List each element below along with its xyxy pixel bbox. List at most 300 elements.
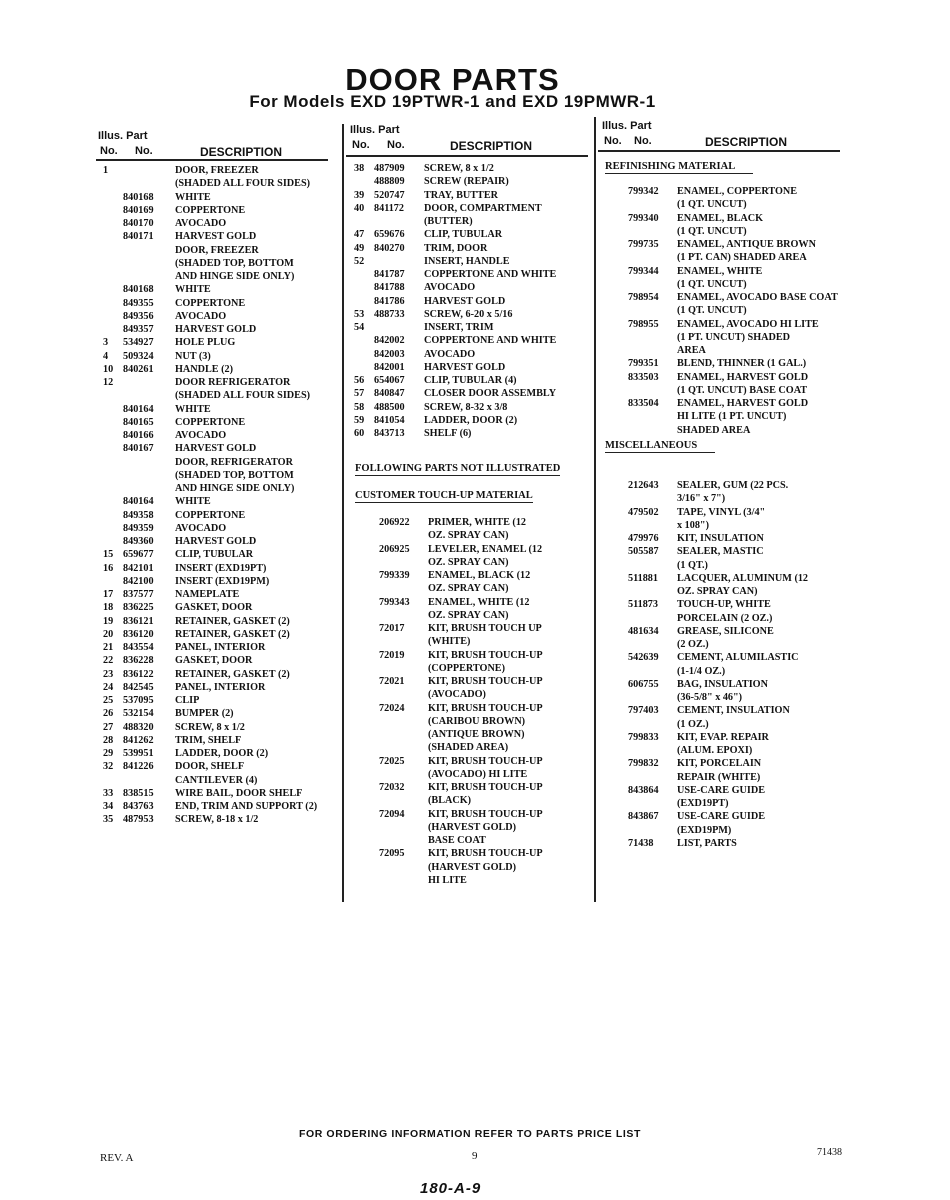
table-row: [0, 212, 860, 225]
description: SEALER, MASTIC: [677, 546, 764, 558]
part-no: 511873: [628, 599, 658, 611]
description: (BLACK): [428, 795, 472, 807]
part-no: 542639: [628, 652, 659, 664]
header-rule: [96, 159, 328, 161]
description: DOOR, SHELF: [175, 761, 245, 773]
table-row: [0, 874, 595, 887]
illus-no: 56: [354, 375, 365, 386]
description: INSERT (EXD19PM): [175, 575, 270, 587]
illus-no: 17: [103, 589, 114, 600]
table-row: [0, 545, 860, 558]
illus-no: 59: [354, 414, 365, 426]
illus-no: 49: [354, 242, 365, 254]
table-row: [0, 225, 860, 238]
illus-no: 26: [103, 708, 114, 720]
description: GASKET, DOOR: [175, 602, 253, 614]
table-row: [0, 265, 860, 278]
description: (36-5/8" x 46"): [677, 692, 743, 703]
description: BAG, INSULATION: [677, 678, 768, 690]
description: WHITE: [175, 191, 211, 203]
table-row: [0, 797, 860, 810]
table-row: [0, 506, 860, 519]
part-no: 849357: [123, 324, 154, 335]
description: LADDER, DOOR (2): [424, 414, 518, 426]
description: KIT, BRUSH TOUCH-UP: [428, 649, 543, 661]
description: (SHADED AREA): [428, 742, 509, 754]
description: KIT, BRUSH TOUCH-UP: [428, 782, 543, 793]
description: WHITE: [175, 284, 211, 296]
part-no: 72095: [379, 848, 405, 860]
part-no: 849360: [123, 536, 154, 547]
description: RETAINER, GASKET (2): [175, 668, 290, 680]
part-no: 836122: [123, 668, 154, 680]
part-no: 654067: [374, 375, 405, 386]
page-title: DOOR PARTS: [345, 62, 560, 97]
description: (WHITE): [428, 636, 471, 648]
part-no: 843713: [374, 428, 405, 439]
description: GASKET, DOOR: [175, 655, 253, 667]
table-row: [0, 251, 860, 264]
description: HI LITE (1 PT. UNCUT): [677, 411, 787, 423]
part-no: 799344: [628, 265, 659, 277]
part-no: 798954: [628, 292, 659, 303]
description: (HARVEST GOLD): [428, 821, 517, 833]
table-row: [0, 718, 860, 731]
description: (ALUM. EPOXI): [677, 745, 753, 756]
illus-no: 34: [103, 801, 114, 812]
table-row: [0, 704, 860, 717]
illus-no: 28: [103, 734, 114, 746]
description: (1 PT. UNCUT) SHADED: [677, 331, 791, 343]
description: COPPERTONE: [175, 509, 246, 521]
description: OZ. SPRAY CAN): [677, 586, 758, 597]
description: (EXD19PM): [677, 824, 732, 836]
description: SCREW, 8-32 x 3/8: [424, 401, 508, 413]
table-row: [0, 371, 860, 384]
part-no: 843554: [123, 642, 154, 653]
description: WHITE: [175, 496, 211, 508]
illus-no: 21: [103, 642, 114, 653]
part-no: 479502: [628, 506, 659, 518]
table-row: [0, 456, 340, 469]
part-no: 797403: [628, 705, 659, 717]
description: AVOCADO: [175, 218, 227, 229]
description: (1 QT. UNCUT): [677, 225, 747, 237]
description: SHADED AREA: [677, 424, 751, 436]
table-row: [0, 731, 860, 744]
description: GREASE, SILICONE: [677, 625, 774, 637]
part-no: 799342: [628, 186, 659, 197]
illus-no: 38: [354, 163, 365, 174]
part-no: 206922: [379, 517, 410, 528]
illus-no: 33: [103, 787, 114, 799]
illus-no: 40: [354, 202, 365, 214]
table-row: [0, 678, 860, 691]
description: KIT, BRUSH TOUCH-UP: [428, 702, 543, 714]
part-no: 72025: [379, 755, 405, 767]
description: PORCELAIN (2 OZ.): [677, 612, 773, 624]
description: (1 OZ.): [677, 718, 709, 730]
description: RETAINER, GASKET (2): [175, 628, 290, 640]
description: x 108"): [677, 519, 709, 531]
description: AVOCADO: [175, 430, 227, 441]
description: (SHADED TOP, BOTTOM: [175, 257, 294, 269]
part-no: 487953: [123, 814, 154, 826]
description: (1 QT. UNCUT): [677, 278, 747, 290]
description: (AVOCADO): [428, 689, 486, 701]
description: HARVEST GOLD: [424, 295, 506, 307]
part-no: 841054: [374, 414, 405, 426]
table-row: [0, 198, 860, 211]
part-no: 487909: [374, 163, 405, 174]
description: ENAMEL, AVOCADO HI LITE: [677, 318, 819, 330]
part-no: 840847: [374, 388, 405, 400]
description: WIRE BAIL, DOOR SHELF: [175, 787, 303, 799]
description: SEALER, GUM (22 PCS.: [677, 480, 789, 491]
table-row: [0, 318, 860, 331]
table-row: [0, 424, 860, 437]
part-no: 842100: [123, 575, 154, 587]
illus-no: 15: [103, 549, 114, 561]
part-no: 840270: [374, 242, 405, 254]
description: TRIM, SHELF: [175, 734, 242, 746]
description: KIT, BRUSH TOUCH-UP: [428, 848, 543, 860]
table-row: [0, 598, 860, 611]
part-no: 798955: [628, 318, 659, 330]
part-no: 799339: [379, 570, 410, 581]
description: OZ. SPRAY CAN): [428, 609, 509, 621]
part-no: 481634: [628, 625, 659, 637]
description: HOLE PLUG: [175, 337, 236, 349]
refinishing-material-list: [0, 185, 860, 437]
description: (1 PT. CAN) SHADED AREA: [677, 252, 807, 264]
illus-no: 32: [103, 761, 114, 773]
illus-no: 20: [103, 628, 114, 640]
description: TAPE, VINYL (3/4": [677, 506, 766, 518]
miscellaneous-list: [0, 479, 860, 850]
part-no: 606755: [628, 678, 659, 690]
part-no: 841788: [374, 282, 405, 294]
description: (CARIBOU BROWN): [428, 715, 526, 727]
illus-no: 47: [354, 229, 365, 241]
description: 3/16" x 7"): [677, 493, 726, 505]
description: AVOCADO: [175, 522, 227, 534]
part-no: 840171: [123, 231, 154, 243]
description: KIT, INSULATION: [677, 533, 764, 544]
part-no: 488500: [374, 401, 405, 413]
part-no: 849359: [123, 522, 154, 534]
table-row: [0, 665, 860, 678]
description: BUMPER (2): [175, 708, 234, 720]
description: HARVEST GOLD: [424, 361, 506, 373]
description: (1 QT. UNCUT): [677, 305, 747, 317]
description: (ANTIQUE BROWN): [428, 729, 525, 740]
part-no: 799735: [628, 239, 659, 250]
description: CEMENT, INSULATION: [677, 705, 790, 717]
part-no: 799832: [628, 758, 659, 770]
part-no: 659677: [123, 549, 154, 561]
description: (AVOCADO) HI LITE: [428, 768, 528, 780]
description: (SHADED TOP, BOTTOM: [175, 469, 294, 481]
description: (1 QT.): [677, 559, 708, 571]
description: WHITE: [175, 403, 211, 415]
part-no: 837577: [123, 589, 154, 600]
part-no: 833504: [628, 398, 659, 409]
description: CLIP, TUBULAR: [175, 549, 254, 561]
description: KIT, EVAP. REPAIR: [677, 731, 769, 743]
part-no: 479976: [628, 533, 659, 544]
part-no: 840168: [123, 191, 154, 203]
illus-no: 29: [103, 748, 114, 759]
part-no: 849356: [123, 310, 154, 322]
description: (1-1/4 OZ.): [677, 665, 726, 677]
description: (2 OZ.): [677, 639, 709, 650]
section-heading-refinishing: REFINISHING MATERIAL: [605, 161, 753, 174]
table-row: [0, 771, 860, 784]
illus-no: 1: [103, 165, 109, 176]
description: SCREW, 8 x 1/2: [175, 721, 245, 733]
illus-no: 19: [103, 615, 114, 627]
part-no: 842002: [374, 335, 405, 347]
description: ENAMEL, HARVEST GOLD: [677, 398, 809, 409]
description: NUT (3): [175, 350, 211, 362]
table-row: [0, 651, 860, 664]
table-row: [0, 492, 860, 505]
description: OZ. SPRAY CAN): [428, 556, 509, 568]
description: NAMEPLATE: [175, 589, 240, 600]
table-row: [0, 559, 860, 572]
table-row: [0, 397, 860, 410]
part-no: 659676: [374, 229, 405, 241]
part-no: 799351: [628, 358, 659, 370]
part-no: 532154: [123, 708, 154, 720]
part-no: 840167: [123, 443, 154, 455]
table-row: [0, 410, 860, 423]
description: ENAMEL, BLACK: [677, 212, 764, 224]
part-no: 799833: [628, 731, 659, 743]
description: CLIP, TUBULAR: [424, 229, 503, 241]
table-row: [0, 585, 860, 598]
part-no: 843867: [628, 811, 659, 823]
description: HARVEST GOLD: [175, 324, 257, 335]
illus-no: 24: [103, 681, 114, 693]
description: AREA: [677, 345, 706, 356]
description: CANTILEVER (4): [175, 774, 258, 786]
illus-no: 16: [103, 562, 114, 574]
description: CLOSER DOOR ASSEMBLY: [424, 388, 557, 400]
description: ENAMEL, COPPERTONE: [677, 186, 798, 197]
illus-no: 54: [354, 322, 365, 333]
description: (BUTTER): [424, 216, 473, 227]
description: COPPERTONE: [175, 297, 246, 309]
part-no: 72032: [379, 782, 405, 793]
description: AVOCADO: [175, 310, 227, 322]
description: COPPERTONE: [175, 416, 246, 428]
description: DOOR, FREEZER: [175, 244, 259, 256]
description: (1 QT. UNCUT) BASE COAT: [677, 384, 808, 396]
description: BASE COAT: [428, 835, 486, 846]
description: CLIP, TUBULAR (4): [424, 375, 517, 386]
part-no: 799343: [379, 596, 410, 608]
part-no: 840261: [123, 363, 154, 375]
description: USE-CARE GUIDE: [677, 784, 766, 796]
header-rule: [598, 150, 840, 152]
description: INSERT, HANDLE: [424, 255, 510, 267]
table-row: [0, 572, 860, 585]
table-row: [0, 304, 860, 317]
description: AND HINGE SIDE ONLY): [175, 483, 295, 494]
illus-no: 58: [354, 401, 365, 413]
part-no: 843864: [628, 784, 659, 796]
part-no: 849355: [123, 297, 154, 309]
description: AND HINGE SIDE ONLY): [175, 271, 295, 282]
description: LEVELER, ENAMEL (12: [428, 543, 543, 555]
description: PANEL, INTERIOR: [175, 642, 266, 653]
description: INSERT, TRIM: [424, 322, 494, 333]
description: KIT, PORCELAIN: [677, 758, 762, 770]
description: AVOCADO: [424, 348, 476, 360]
description: COPPERTONE: [175, 204, 246, 216]
part-no: 505587: [628, 546, 659, 558]
part-no: 841786: [374, 295, 405, 307]
part-no: 843763: [123, 801, 154, 812]
description: ENAMEL, WHITE: [677, 265, 763, 277]
description: ENAMEL, HARVEST GOLD: [677, 371, 809, 383]
part-no: 212643: [628, 480, 659, 491]
part-no: 520747: [374, 189, 405, 201]
part-no: 842101: [123, 562, 154, 574]
table-row: [0, 757, 860, 770]
description: OZ. SPRAY CAN): [428, 583, 509, 595]
description: LACQUER, ALUMINUM (12: [677, 572, 809, 584]
part-no: 849358: [123, 509, 154, 521]
table-row: [0, 784, 860, 797]
page-stamp: 180-A-9: [420, 1180, 482, 1197]
table-row: [0, 238, 860, 251]
table-row: [0, 837, 860, 850]
part-no: 488809: [374, 176, 405, 188]
illus-no: 35: [103, 814, 114, 826]
description: DOOR, REFRIGERATOR: [175, 456, 293, 468]
part-no: 72017: [379, 623, 405, 634]
table-row: [0, 519, 860, 532]
description: PANEL, INTERIOR: [175, 681, 266, 693]
description: LADDER, DOOR (2): [175, 748, 269, 759]
description: COPPERTONE AND WHITE: [424, 335, 557, 347]
illus-no: 53: [354, 308, 365, 320]
description: SCREW (REPAIR): [424, 176, 509, 188]
illus-no: 39: [354, 189, 365, 201]
part-no: 836228: [123, 655, 154, 667]
description: (HARVEST GOLD): [428, 861, 517, 873]
part-no: 72024: [379, 702, 405, 714]
description: USE-CARE GUIDE: [677, 811, 766, 823]
table-row: [0, 185, 860, 198]
description: INSERT (EXD19PT): [175, 562, 267, 574]
table-row: [0, 291, 860, 304]
description: SHELF (6): [424, 428, 472, 439]
table-row: [0, 278, 860, 291]
illus-no: 22: [103, 655, 114, 667]
table-row: [0, 625, 860, 638]
part-no: 488733: [374, 308, 405, 320]
illus-no: 27: [103, 721, 114, 733]
part-no: 842545: [123, 681, 154, 693]
part-no: 842003: [374, 348, 405, 360]
table-row: [0, 532, 860, 545]
description: ENAMEL, AVOCADO BASE COAT: [677, 292, 838, 303]
table-row: [0, 612, 860, 625]
part-no: 838515: [123, 787, 154, 799]
description: ENAMEL, WHITE (12: [428, 596, 530, 608]
table-row: [0, 861, 595, 874]
description: KIT, BRUSH TOUCH UP: [428, 623, 542, 634]
table-row: [0, 442, 340, 455]
table-row: [0, 344, 860, 357]
illus-no: 52: [354, 255, 365, 267]
description: SCREW, 6-20 x 5/16: [424, 308, 513, 320]
part-no: 71438: [628, 837, 654, 849]
description: KIT, BRUSH TOUCH-UP: [428, 755, 543, 767]
description: (COPPERTONE): [428, 662, 505, 674]
table-row: [0, 384, 860, 397]
part-no: 840165: [123, 416, 154, 428]
part-no: 534927: [123, 337, 154, 349]
description: SCREW, 8-18 x 1/2: [175, 814, 259, 826]
section-heading-not-illustrated: FOLLOWING PARTS NOT ILLUSTRATED: [355, 463, 561, 474]
description: HANDLE (2): [175, 363, 234, 375]
part-no: 840169: [123, 204, 154, 216]
illus-no: 60: [354, 428, 365, 439]
illus-no: 18: [103, 602, 114, 614]
part-no: 841787: [374, 269, 405, 280]
description: (SHADED ALL FOUR SIDES): [175, 390, 311, 402]
description: TRAY, BUTTER: [424, 189, 498, 201]
description: CLIP: [175, 695, 200, 706]
part-no: 841262: [123, 734, 154, 746]
ordering-note: FOR ORDERING INFORMATION REFER TO PARTS PRICE LIST: [298, 1128, 642, 1140]
illus-no: 3: [103, 337, 109, 349]
illus-no: 10: [103, 363, 114, 375]
header-rule: [346, 155, 588, 157]
description: CEMENT, ALUMILASTIC: [677, 652, 799, 664]
description: DOOR REFRIGERATOR: [175, 377, 291, 388]
description: SCREW, 8 x 1/2: [424, 163, 494, 174]
description: COPPERTONE AND WHITE: [424, 269, 557, 280]
part-no: 72094: [379, 808, 405, 820]
description: ENAMEL, BLACK (12: [428, 570, 531, 581]
table-row: [0, 744, 860, 757]
part-no: 537095: [123, 695, 154, 706]
part-no: 509324: [123, 350, 154, 362]
part-no: 511881: [628, 572, 658, 584]
table-row: [0, 479, 860, 492]
table-row: [0, 810, 860, 823]
description: HARVEST GOLD: [175, 231, 257, 243]
description: RETAINER, GASKET (2): [175, 615, 290, 627]
description: REPAIR (WHITE): [677, 771, 761, 783]
revision-label: REV. A: [100, 1152, 134, 1164]
part-no: 836225: [123, 602, 154, 614]
illus-no: 57: [354, 388, 365, 400]
part-no: 840164: [123, 496, 154, 508]
description: TOUCH-UP, WHITE: [677, 599, 771, 611]
part-no: 488320: [123, 721, 154, 733]
section-heading-miscellaneous: MISCELLANEOUS: [605, 440, 715, 453]
part-no: 840166: [123, 430, 154, 441]
part-no: 833503: [628, 371, 659, 383]
description: PRIMER, WHITE (12: [428, 517, 527, 528]
